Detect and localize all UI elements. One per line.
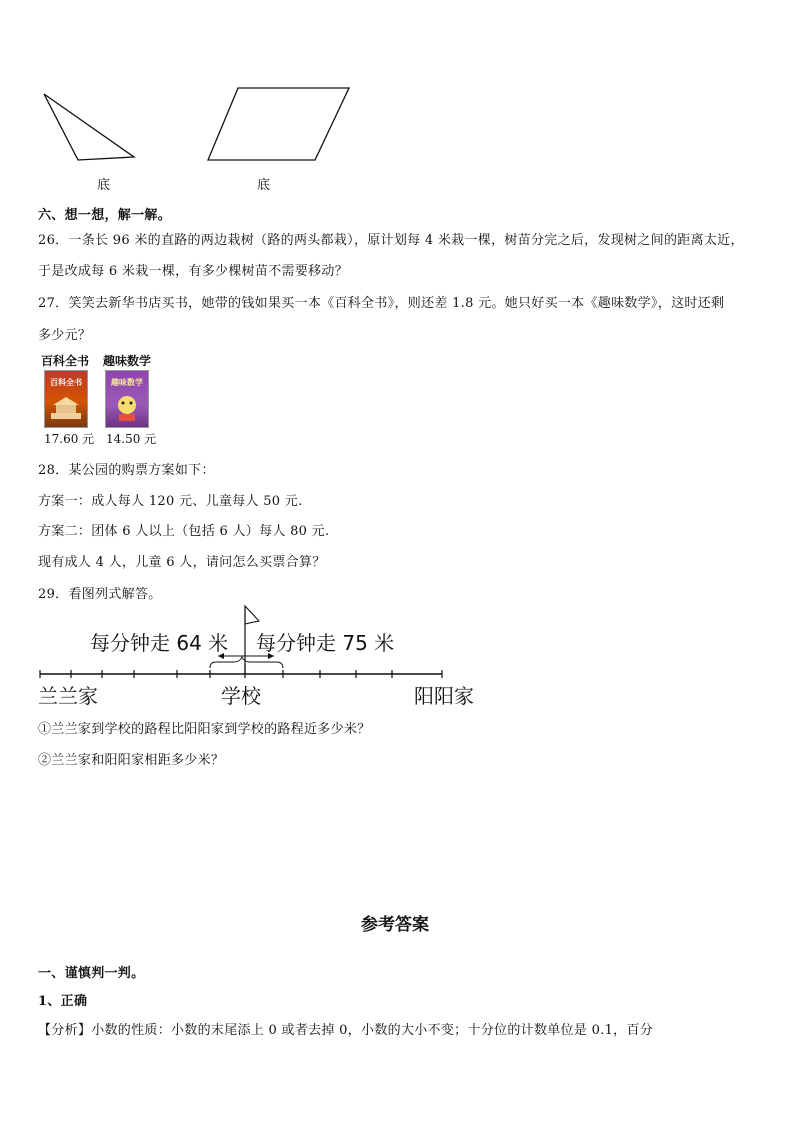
book2-cover-text: 趣味数学 <box>111 378 143 387</box>
answers-section1: 一、谨慎判一判。 <box>38 966 145 981</box>
book1-title: 百科全书 <box>41 354 90 368</box>
book2-title: 趣味数学 <box>103 354 152 368</box>
answers-title: 参考答案 <box>361 915 429 935</box>
question-29-line1: 29．看图列式解答。 <box>38 587 162 602</box>
question-26-line2: 于是改成每 6 米栽一棵，有多少棵树苗不需要移动？ <box>38 264 349 279</box>
cartoon-icon <box>106 393 148 423</box>
question-29-sub2: ②兰兰家和阳阳家相距多少米？ <box>38 753 225 768</box>
question-28-question: 现有成人 4 人，儿童 6 人，请问怎么买票合算？ <box>38 555 326 570</box>
triangle-base-label: 底 <box>97 178 111 193</box>
answer-analysis: 【分析】小数的性质：小数的末尾添上 0 或者去掉 0，小数的大小不变；十分位的计数单位是 0.1，百分 <box>38 1023 654 1038</box>
question-27-line1: 27．笑笑去新华书店买书，她带的钱如果买一本《百科全书》，则还差 1.8 元。她只好买一本《趣味数学》，这时还剩 <box>38 296 725 311</box>
book2-cover-image <box>105 370 149 428</box>
parallelogram-figure <box>205 84 355 164</box>
book2-price: 14.50 元 <box>106 432 157 446</box>
section-heading: 六、想一想，解一解。 <box>38 208 172 223</box>
question-28-plan2: 方案二：团体 6 人以上（包括 6 人）每人 80 元. <box>38 524 330 539</box>
book1-cover-image <box>44 370 88 428</box>
question-28-line1: 28．某公园的购票方案如下： <box>38 463 215 478</box>
question-26-line1: 26．一条长 96 米的直路的两边栽树（路的两头都栽），原计划每 4 米栽一棵，树苗分完之后，发现树之间的距离太近， <box>38 233 744 248</box>
left-place-label: 兰兰家 <box>38 684 98 708</box>
question-27-line2: 多少元？ <box>38 328 92 343</box>
school-label: 学校 <box>221 684 261 708</box>
parallelogram-base-label: 底 <box>257 178 271 193</box>
right-place-label: 阳阳家 <box>414 684 474 708</box>
triangle-figure <box>40 88 150 168</box>
question-29-sub1: ①兰兰家到学校的路程比阳阳家到学校的路程近多少米？ <box>38 722 371 737</box>
book1-price: 17.60 元 <box>44 432 95 446</box>
answer-item1: 1、正确 <box>38 994 88 1009</box>
left-speed-label: 每分钟走 64 米 <box>90 631 229 655</box>
question-28-plan1: 方案一：成人每人 120 元、儿童每人 50 元. <box>38 494 303 509</box>
book1-cover-text: 百科全书 <box>50 378 82 387</box>
temple-icon <box>45 395 87 425</box>
right-speed-label: 每分钟走 75 米 <box>256 631 395 655</box>
